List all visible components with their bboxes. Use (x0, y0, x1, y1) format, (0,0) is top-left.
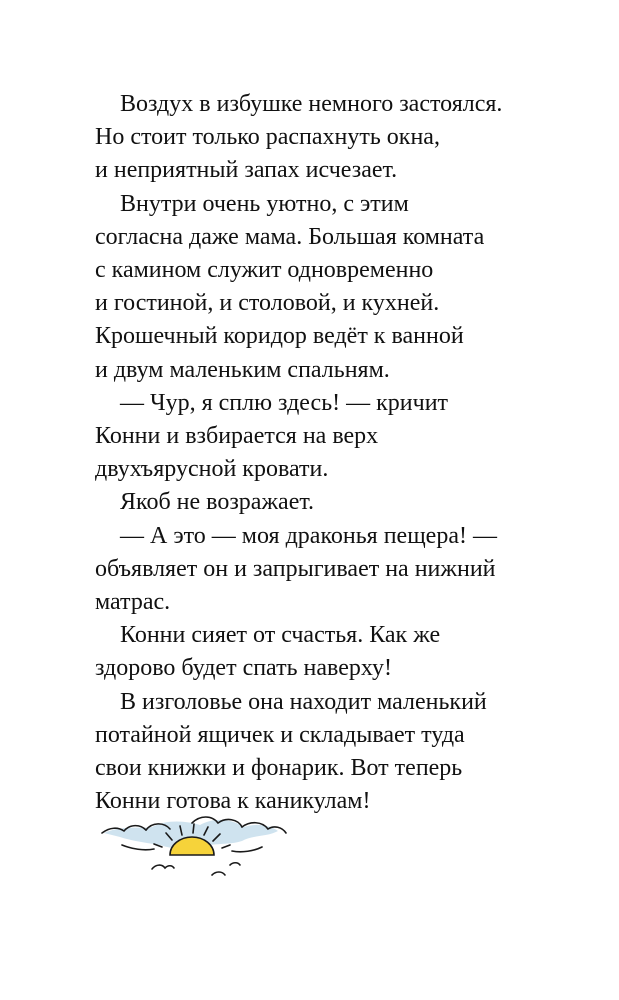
paragraph-line: матрас. (95, 589, 171, 616)
paragraph-line: здорово будет спать наверху! (95, 655, 392, 682)
paragraph-line: Внутри очень уютно, с этим (120, 190, 409, 217)
dialogue-line: — Чур, я сплю здесь! — кричит (120, 389, 449, 416)
dialogue-line: — А это — моя драконья пещера! — (120, 522, 497, 549)
paragraph-line: и гостиной, и столовой, и кухней. (95, 290, 440, 317)
paragraph-line: двухъярусной кровати. (95, 456, 329, 483)
paragraph-line: Воздух в избушке немного застоялся. (120, 91, 503, 117)
paragraph-line: с камином служит одновременно (95, 257, 434, 284)
paragraph-line: Якоб не возражает. (120, 489, 315, 516)
paragraph-line: Конни готова к каникулам! (95, 788, 371, 815)
paragraph-line: и неприятный запах исчезает. (95, 157, 398, 184)
paragraph-line: В изголовье она находит маленький (120, 688, 487, 715)
sun-behind-clouds-icon (92, 805, 312, 890)
paragraph-line: объявляет он и запрыгивает на нижний (95, 555, 496, 582)
paragraph-line: свои книжки и фонарик. Вот теперь (95, 755, 463, 782)
paragraph-line: Но стоит только распахнуть окна, (95, 124, 440, 151)
paragraph-line: потайной ящичек и складывает туда (95, 721, 465, 748)
paragraph-line: и двум маленьким спальням. (95, 356, 390, 383)
paragraph-line: Крошечный коридор ведёт к ванной (95, 323, 464, 350)
paragraph-line: Конни сияет от счастья. Как же (120, 622, 441, 649)
story-text (95, 88, 535, 818)
paragraph-line: Конни и взбирается на верх (95, 423, 379, 450)
paragraph-line: согласна даже мама. Большая комната (95, 223, 485, 250)
